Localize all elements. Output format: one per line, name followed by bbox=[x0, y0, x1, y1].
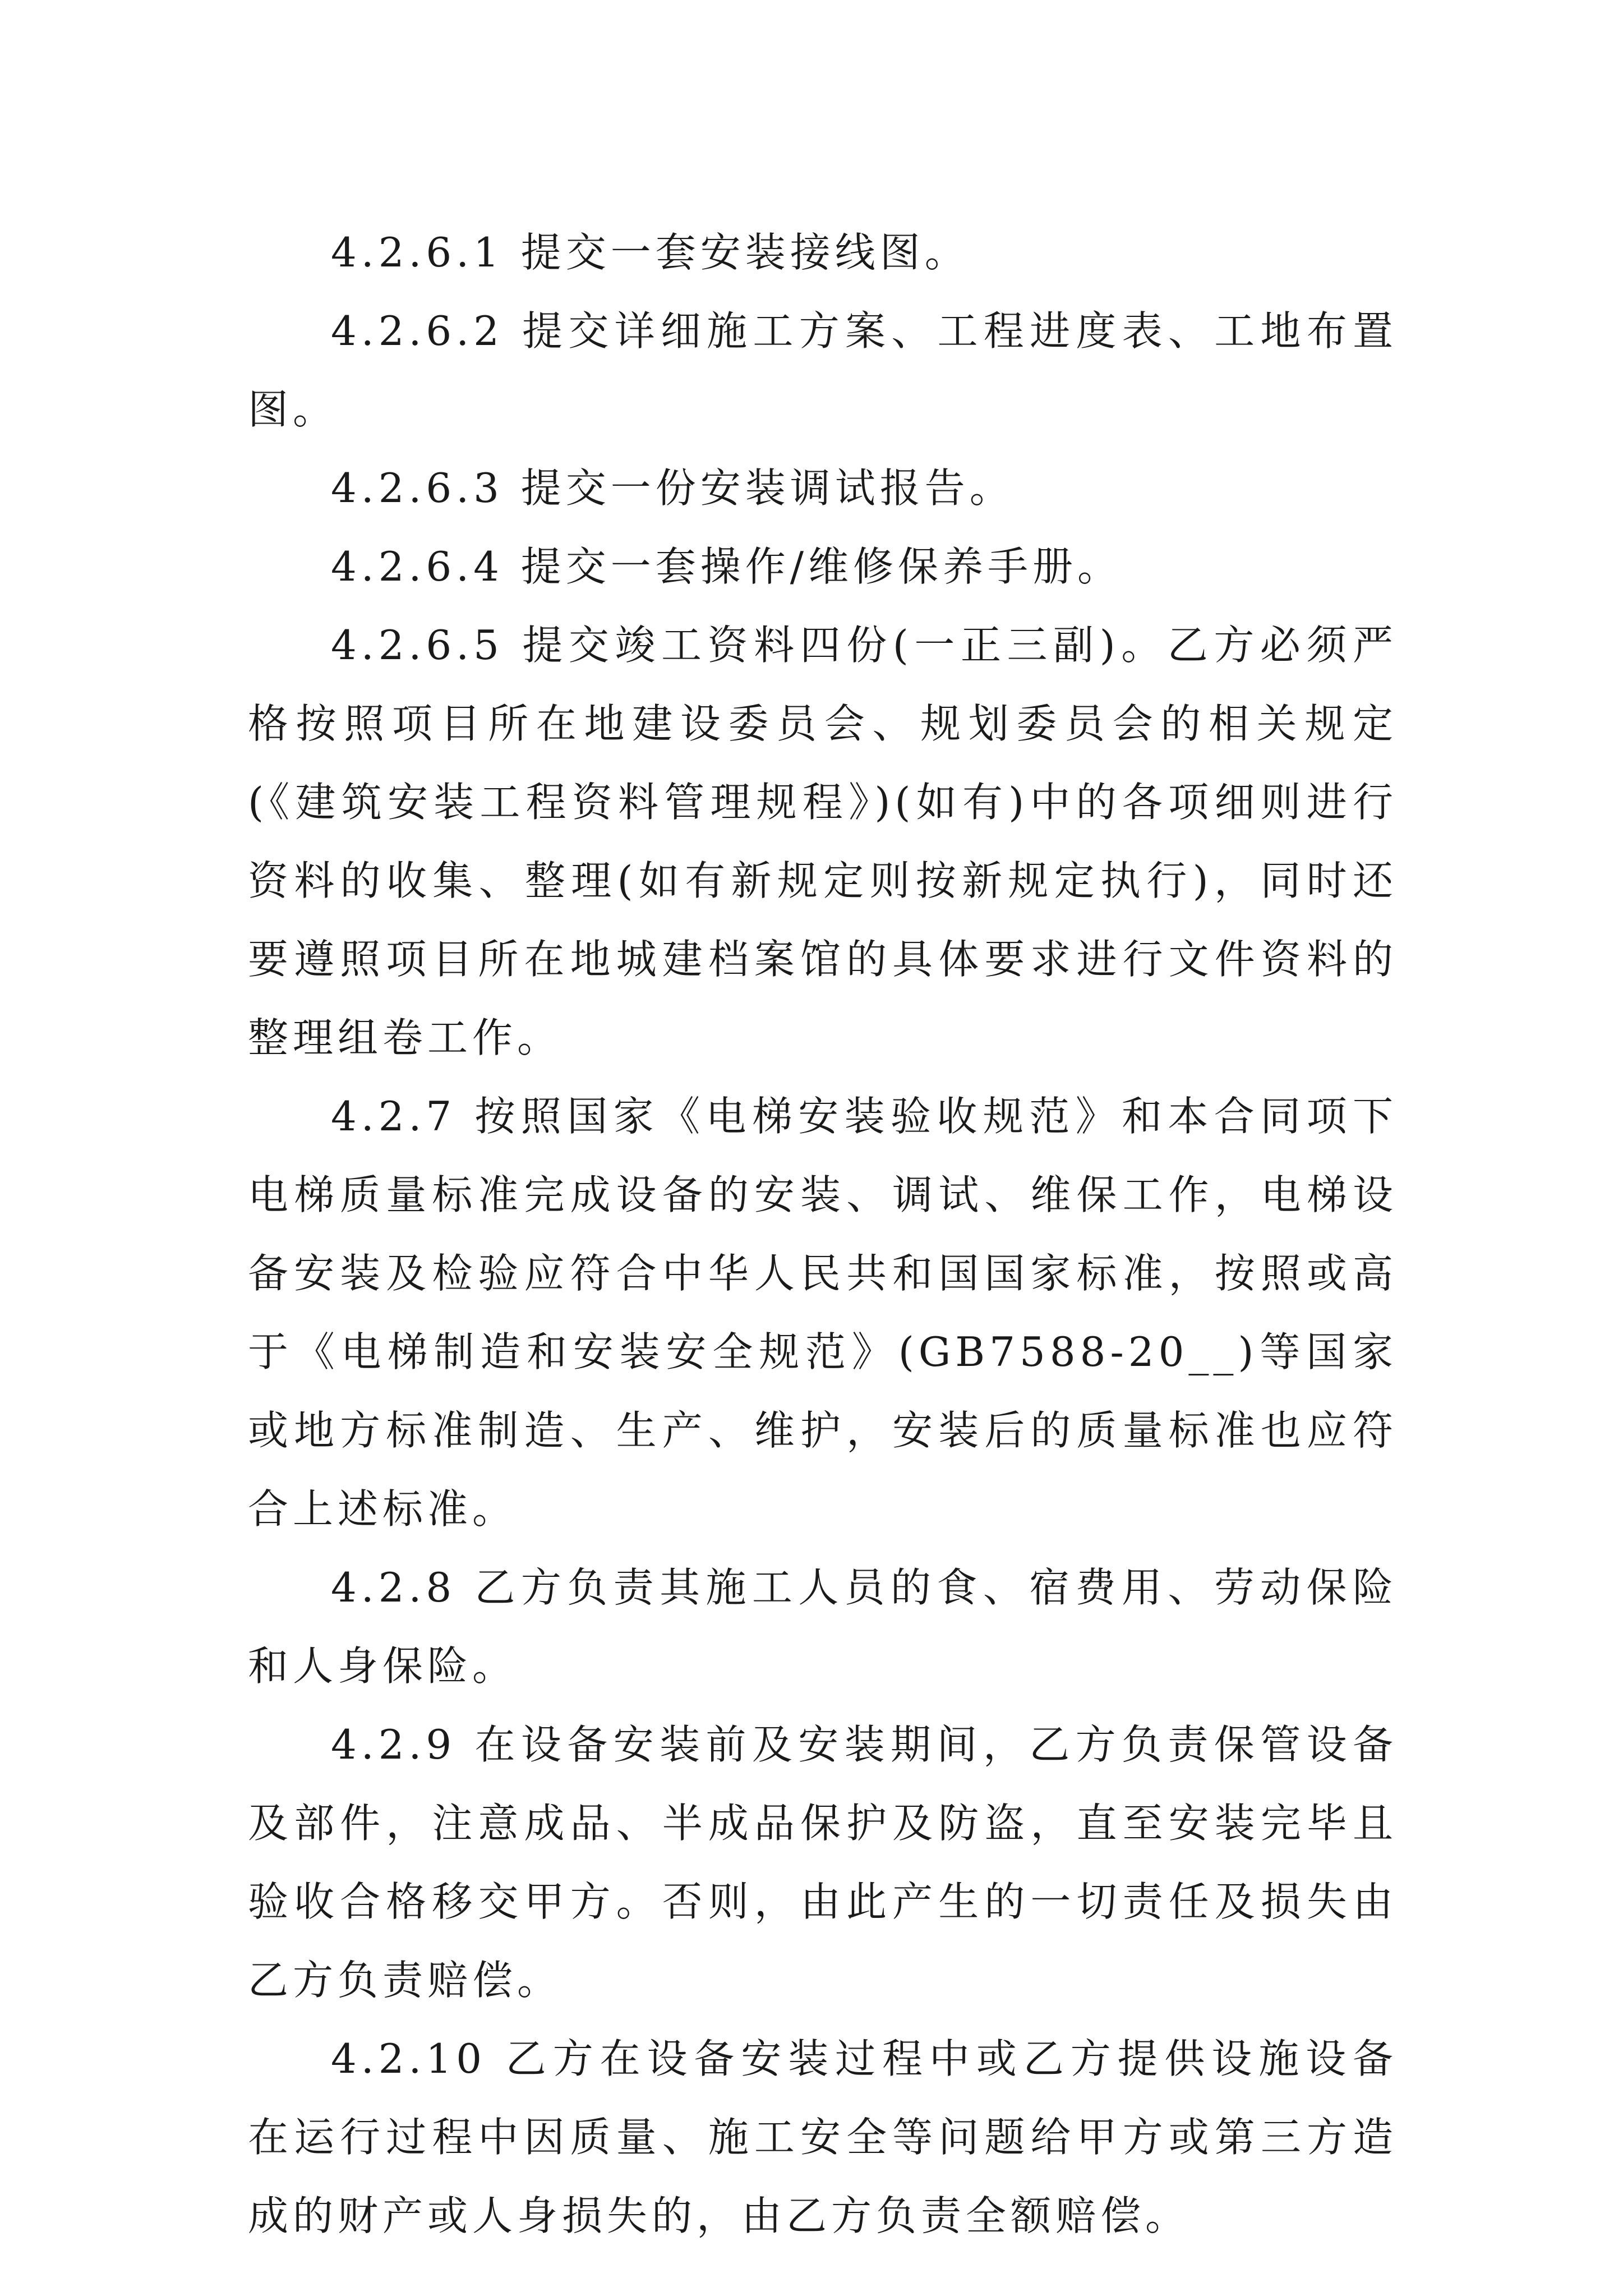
paragraph-4-2-8: 4.2.8 乙方负责其施工人员的食、宿费用、劳动保险和人身保险。 bbox=[248, 1564, 1398, 1690]
document-body bbox=[248, 213, 1398, 2255]
paragraph-4-2-6-4: 4.2.6.4 提交一套操作/维修保养手册。 bbox=[331, 543, 1123, 590]
paragraph-4-2-6-5: 4.2.6.5 提交竣工资料四份(一正三副)。乙方必须严格按照项目所在地建设委员会、规划委员会的相关规定(《建筑安装工程资料管理规程》)(如有)中的各项细则进行资料的收集、整理(如有新规定则按新规定执行)，同时还要遵照项目所在地城建档案馆的具体要求进行文件资料的整理组卷工作。 bbox=[248, 622, 1398, 1061]
paragraph-4-2-7: 4.2.7 按照国家《电梯安装验收规范》和本合同项下电梯质量标准完成设备的安装、调试、维保工作，电梯设备安装及检验应符合中华人民共和国国家标准，按照或高于《电梯制造和安装安全规范》(GB7588-20__)等国家或地方标准制造、生产、维护，安装后的质量标准也应符合上述标准。 bbox=[248, 1093, 1398, 1533]
paragraph-4-2-6-3: 4.2.6.3 提交一份安装调试报告。 bbox=[331, 464, 1015, 512]
paragraph-4-2-6-2: 4.2.6.2 提交详细施工方案、工程进度表、工地布置图。 bbox=[248, 307, 1398, 433]
paragraph-4-2-10: 4.2.10 乙方在设备安装过程中或乙方提供设施设备在运行过程中因质量、施工安全等问题给甲方或第三方造成的财产或人身损失的，由乙方负责全额赔偿。 bbox=[248, 2035, 1398, 2239]
paragraph-4-2-6-1: 4.2.6.1 提交一套安装接线图。 bbox=[331, 229, 970, 276]
paragraph-4-2-9: 4.2.9 在设备安装前及安装期间，乙方负责保管设备及部件，注意成品、半成品保护及防盗，直至安装完毕且验收合格移交甲方。否则，由此产生的一切责任及损失由乙方负责赔偿。 bbox=[248, 1721, 1398, 2004]
